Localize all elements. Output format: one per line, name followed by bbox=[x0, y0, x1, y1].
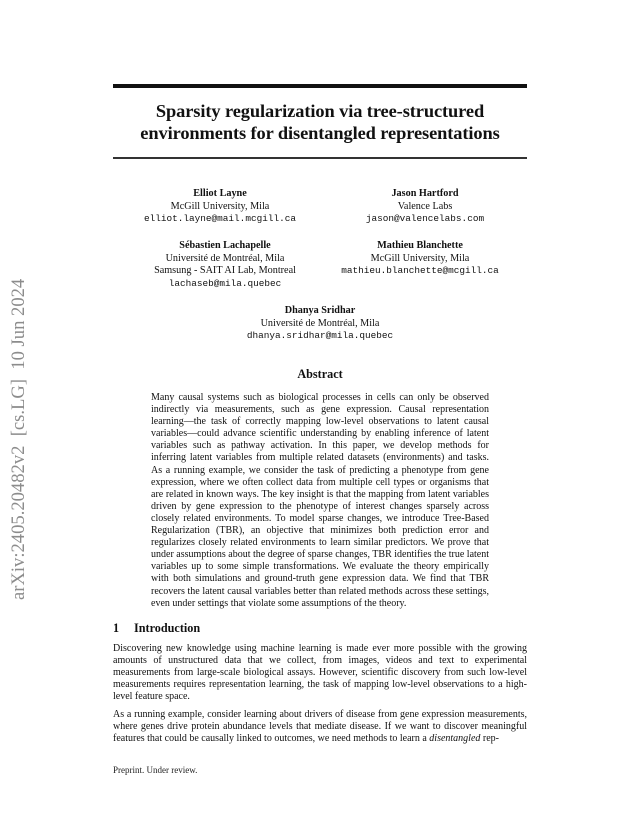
paragraph-text: rep- bbox=[480, 733, 500, 745]
abstract-heading: Abstract bbox=[297, 367, 343, 381]
author-affiliation: McGill University, Mila bbox=[370, 252, 470, 264]
author-affiliation: Université de Montréal, Mila bbox=[260, 317, 380, 329]
author-email[interactable]: dhanya.sridhar@mila.quebec bbox=[246, 330, 394, 342]
title-line-1: Sparsity regularization via tree-structured bbox=[155, 101, 485, 121]
author-block bbox=[345, 188, 505, 226]
author-email[interactable]: elliot.layne@mail.mcgill.ca bbox=[144, 213, 296, 225]
author-block bbox=[140, 240, 310, 290]
author-email[interactable]: jason@valencelabs.com bbox=[365, 213, 485, 225]
author-block bbox=[330, 240, 510, 278]
author-name: Sébastien Lachapelle bbox=[179, 240, 271, 251]
author-name: Elliot Layne bbox=[193, 188, 247, 199]
paper-title bbox=[113, 100, 527, 144]
author-affiliation: McGill University, Mila bbox=[170, 200, 270, 212]
section-title: Introduction bbox=[134, 621, 201, 635]
arxiv-stamp: arXiv:2405.20482v2 [cs.LG] 10 Jun 2024 bbox=[8, 278, 29, 600]
author-name: Jason Hartford bbox=[391, 188, 459, 199]
title-rule-top bbox=[113, 84, 527, 88]
section-heading bbox=[113, 621, 200, 636]
emphasis-text: disentangled bbox=[429, 733, 481, 745]
author-name: Mathieu Blanchette bbox=[377, 240, 463, 251]
author-affiliation: Université de Montréal, Mila bbox=[165, 252, 285, 264]
author-affiliation: Samsung - SAIT AI Lab, Montreal bbox=[154, 265, 296, 277]
paragraph-text: As a running example, consider learning about drivers of disease from gene expression measurements, where genes drive protein abundance levels that mediate disease. If we want to discover meaningful features that could be causally linked to outcomes, we need methods to learn a bbox=[113, 709, 527, 745]
title-line-2: environments for disentangled representations bbox=[140, 123, 500, 143]
author-name: Dhanya Sridhar bbox=[284, 305, 356, 316]
section-number: 1 bbox=[113, 621, 120, 635]
author-block bbox=[140, 188, 300, 226]
author-affiliation: Valence Labs bbox=[397, 200, 453, 212]
author-block bbox=[220, 305, 420, 343]
title-rule-bottom bbox=[113, 157, 527, 159]
intro-paragraph-1: Discovering new knowledge using machine learning is made ever more possible with the growing amounts of unstructured data that we collect, from images, videos and text to experimental measurements from large-scale biological assays. However, scientific discovery from such low-level measurements requires representation learning, the task of mapping low-level observations to a high-level feature space. bbox=[113, 643, 527, 703]
author-email[interactable]: mathieu.blanchette@mcgill.ca bbox=[341, 265, 499, 277]
abstract-text: Many causal systems such as biological processes in cells can only be observed indirectly via measurements, such as gene expression. Causal representation learning—the task of correctly mapping low-level observations to latent causal variables—could advance scientific understanding by enabling inference of latent variables such as pathway activation. In this paper, we develop methods for inferring latent variables from multiple related datasets (environments) and tasks. As a running example, we consider the task of predicting a phenotype from gene expression, where we often collect data from multiple cell types or organisms that are related in known ways. The key insight is that the mapping from latent variables driven by gene expression to the phenotype of interest changes sparsely across closely related environments. To model sparse changes, we introduce Tree-Based Regularization (TBR), an objective that minimizes both prediction error and regularizes closely related environments to learn similar predictors. We prove that under assumptions about the degree of sparse changes, TBR identifies the true latent variables up to some simple transformations. We evaluate the theory empirically with both simulations and ground-truth gene expression data. We find that TBR recovers the latent causal variables better than related methods across these settings, even under settings that violate some assumptions of the theory. bbox=[151, 392, 489, 609]
intro-paragraph-2 bbox=[113, 709, 527, 745]
footer-note: Preprint. Under review. bbox=[113, 765, 198, 775]
author-email[interactable]: lachaseb@mila.quebec bbox=[168, 277, 282, 289]
